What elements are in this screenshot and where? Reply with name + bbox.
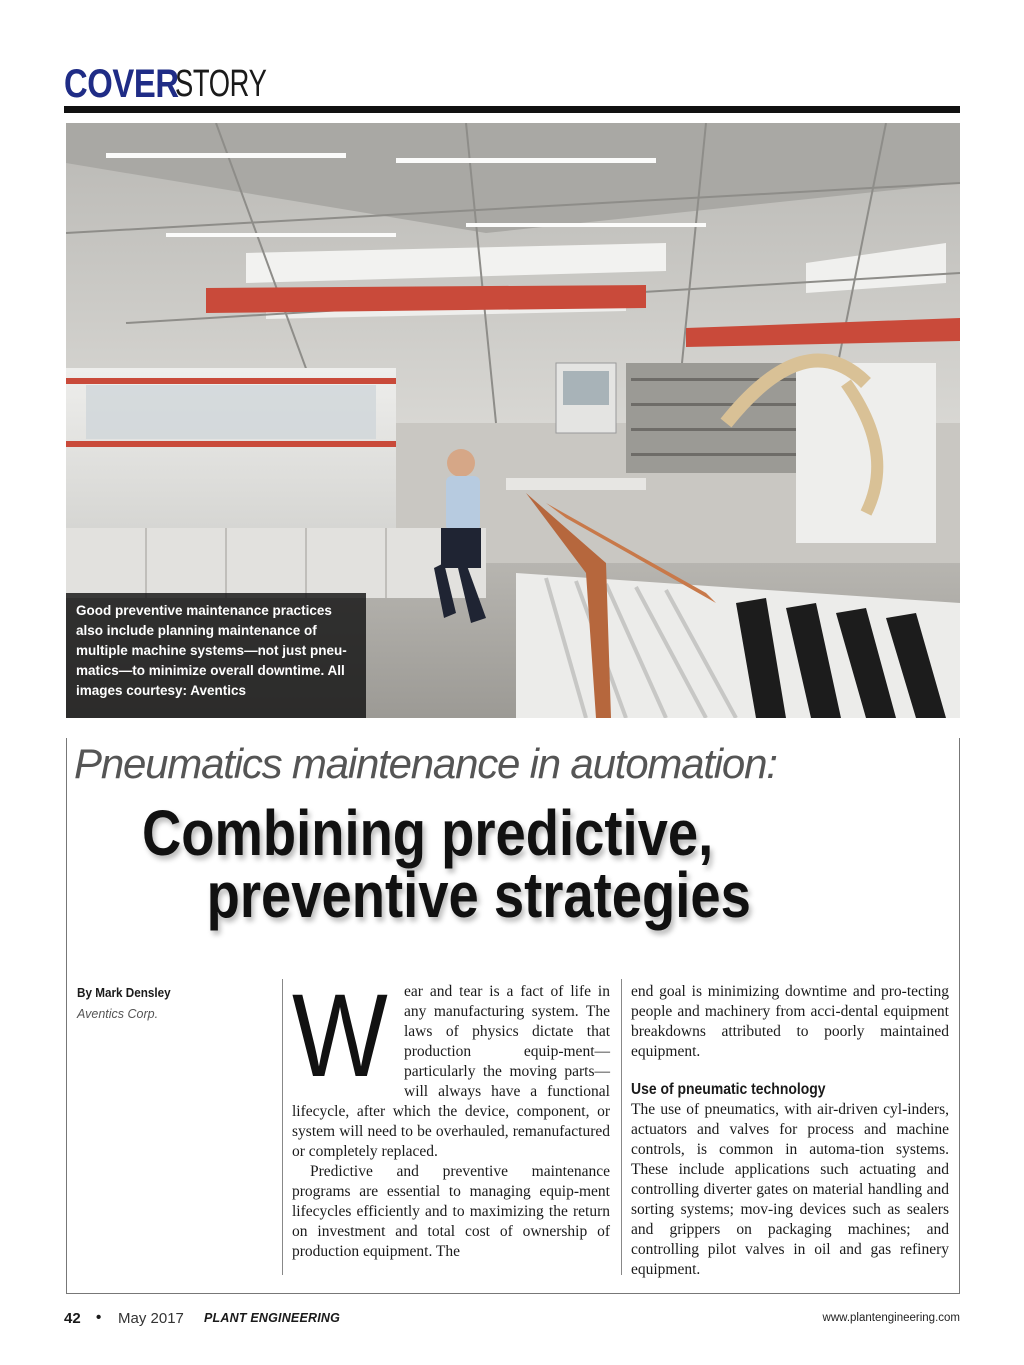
headline-line-2: preventive strategies [206, 859, 751, 931]
section-label-story: STORY [175, 63, 267, 105]
paragraph-3: end goal is minimizing downtime and pro-tecting people and machinery from acci-dental equipment breakdowns attributed to poorly maintained equipment. [631, 983, 949, 1060]
website-url: www.plantengineering.com [822, 1312, 960, 1324]
paragraph-1: ear and tear is a fact of life in any manufacturing system. The laws of physics dictate that production equip-ment—particularly the moving parts—will always have a functional lifecycle, after which the device, component, or system will need to be overhauled, remanufactured or completely replaced. [292, 983, 610, 1160]
headline-line-1: Combining predictive, [142, 797, 714, 869]
body-column-1 [292, 970, 610, 1262]
page-number: 42 [64, 1310, 81, 1327]
column-rule-2 [621, 979, 622, 1275]
body-column-2 [631, 982, 949, 1280]
byline [77, 984, 181, 1024]
factory-photo [66, 123, 960, 718]
publication-name: PLANT ENGINEERING [204, 1311, 341, 1325]
section-label-cover: COVER [64, 62, 179, 106]
author-affiliation: Aventics Corp. [77, 1007, 159, 1021]
article-kicker: Pneumatics maintenance in automation: [74, 740, 777, 787]
section-header [64, 62, 267, 106]
header-rule [64, 106, 960, 113]
photo-caption: Good preventive maintenance practices also include planning maintenance of multiple machine systems—not just pneu-matics—to minimize overall downtime. All images courtesy: Aventics [76, 603, 347, 698]
paragraph-4: The use of pneumatics, with air-driven cyl-inders, actuators and valves for process and machine controls, is common in automa-tion systems. These include applications such actuating and controlling diverter gates on material handling and sorting systems; mov-ing devices such as sealers and grippers on packaging machines; and controlling pilot valves in oil and gas refinery equipment. [631, 1101, 949, 1278]
frame-bottom-rule [66, 1293, 960, 1294]
article-headline [142, 797, 822, 931]
photo-caption-box [66, 593, 366, 718]
frame-left-rule [66, 738, 67, 1294]
footer-separator: • [96, 1309, 102, 1326]
author-name: By Mark Densley [77, 985, 171, 1000]
issue-date: May 2017 [118, 1310, 184, 1327]
column-rule-1 [282, 979, 283, 1275]
frame-right-rule [959, 738, 960, 1294]
paragraph-2: Predictive and preventive maintenance programs are essential to managing equip-ment lifecycles efficiently and to maximizing the return on investment and total cost of ownership of production equipment. The [292, 1163, 610, 1260]
subhead: Use of pneumatic technology [631, 1081, 826, 1098]
page-footer [64, 1310, 960, 1332]
drop-cap: W [292, 970, 388, 1102]
